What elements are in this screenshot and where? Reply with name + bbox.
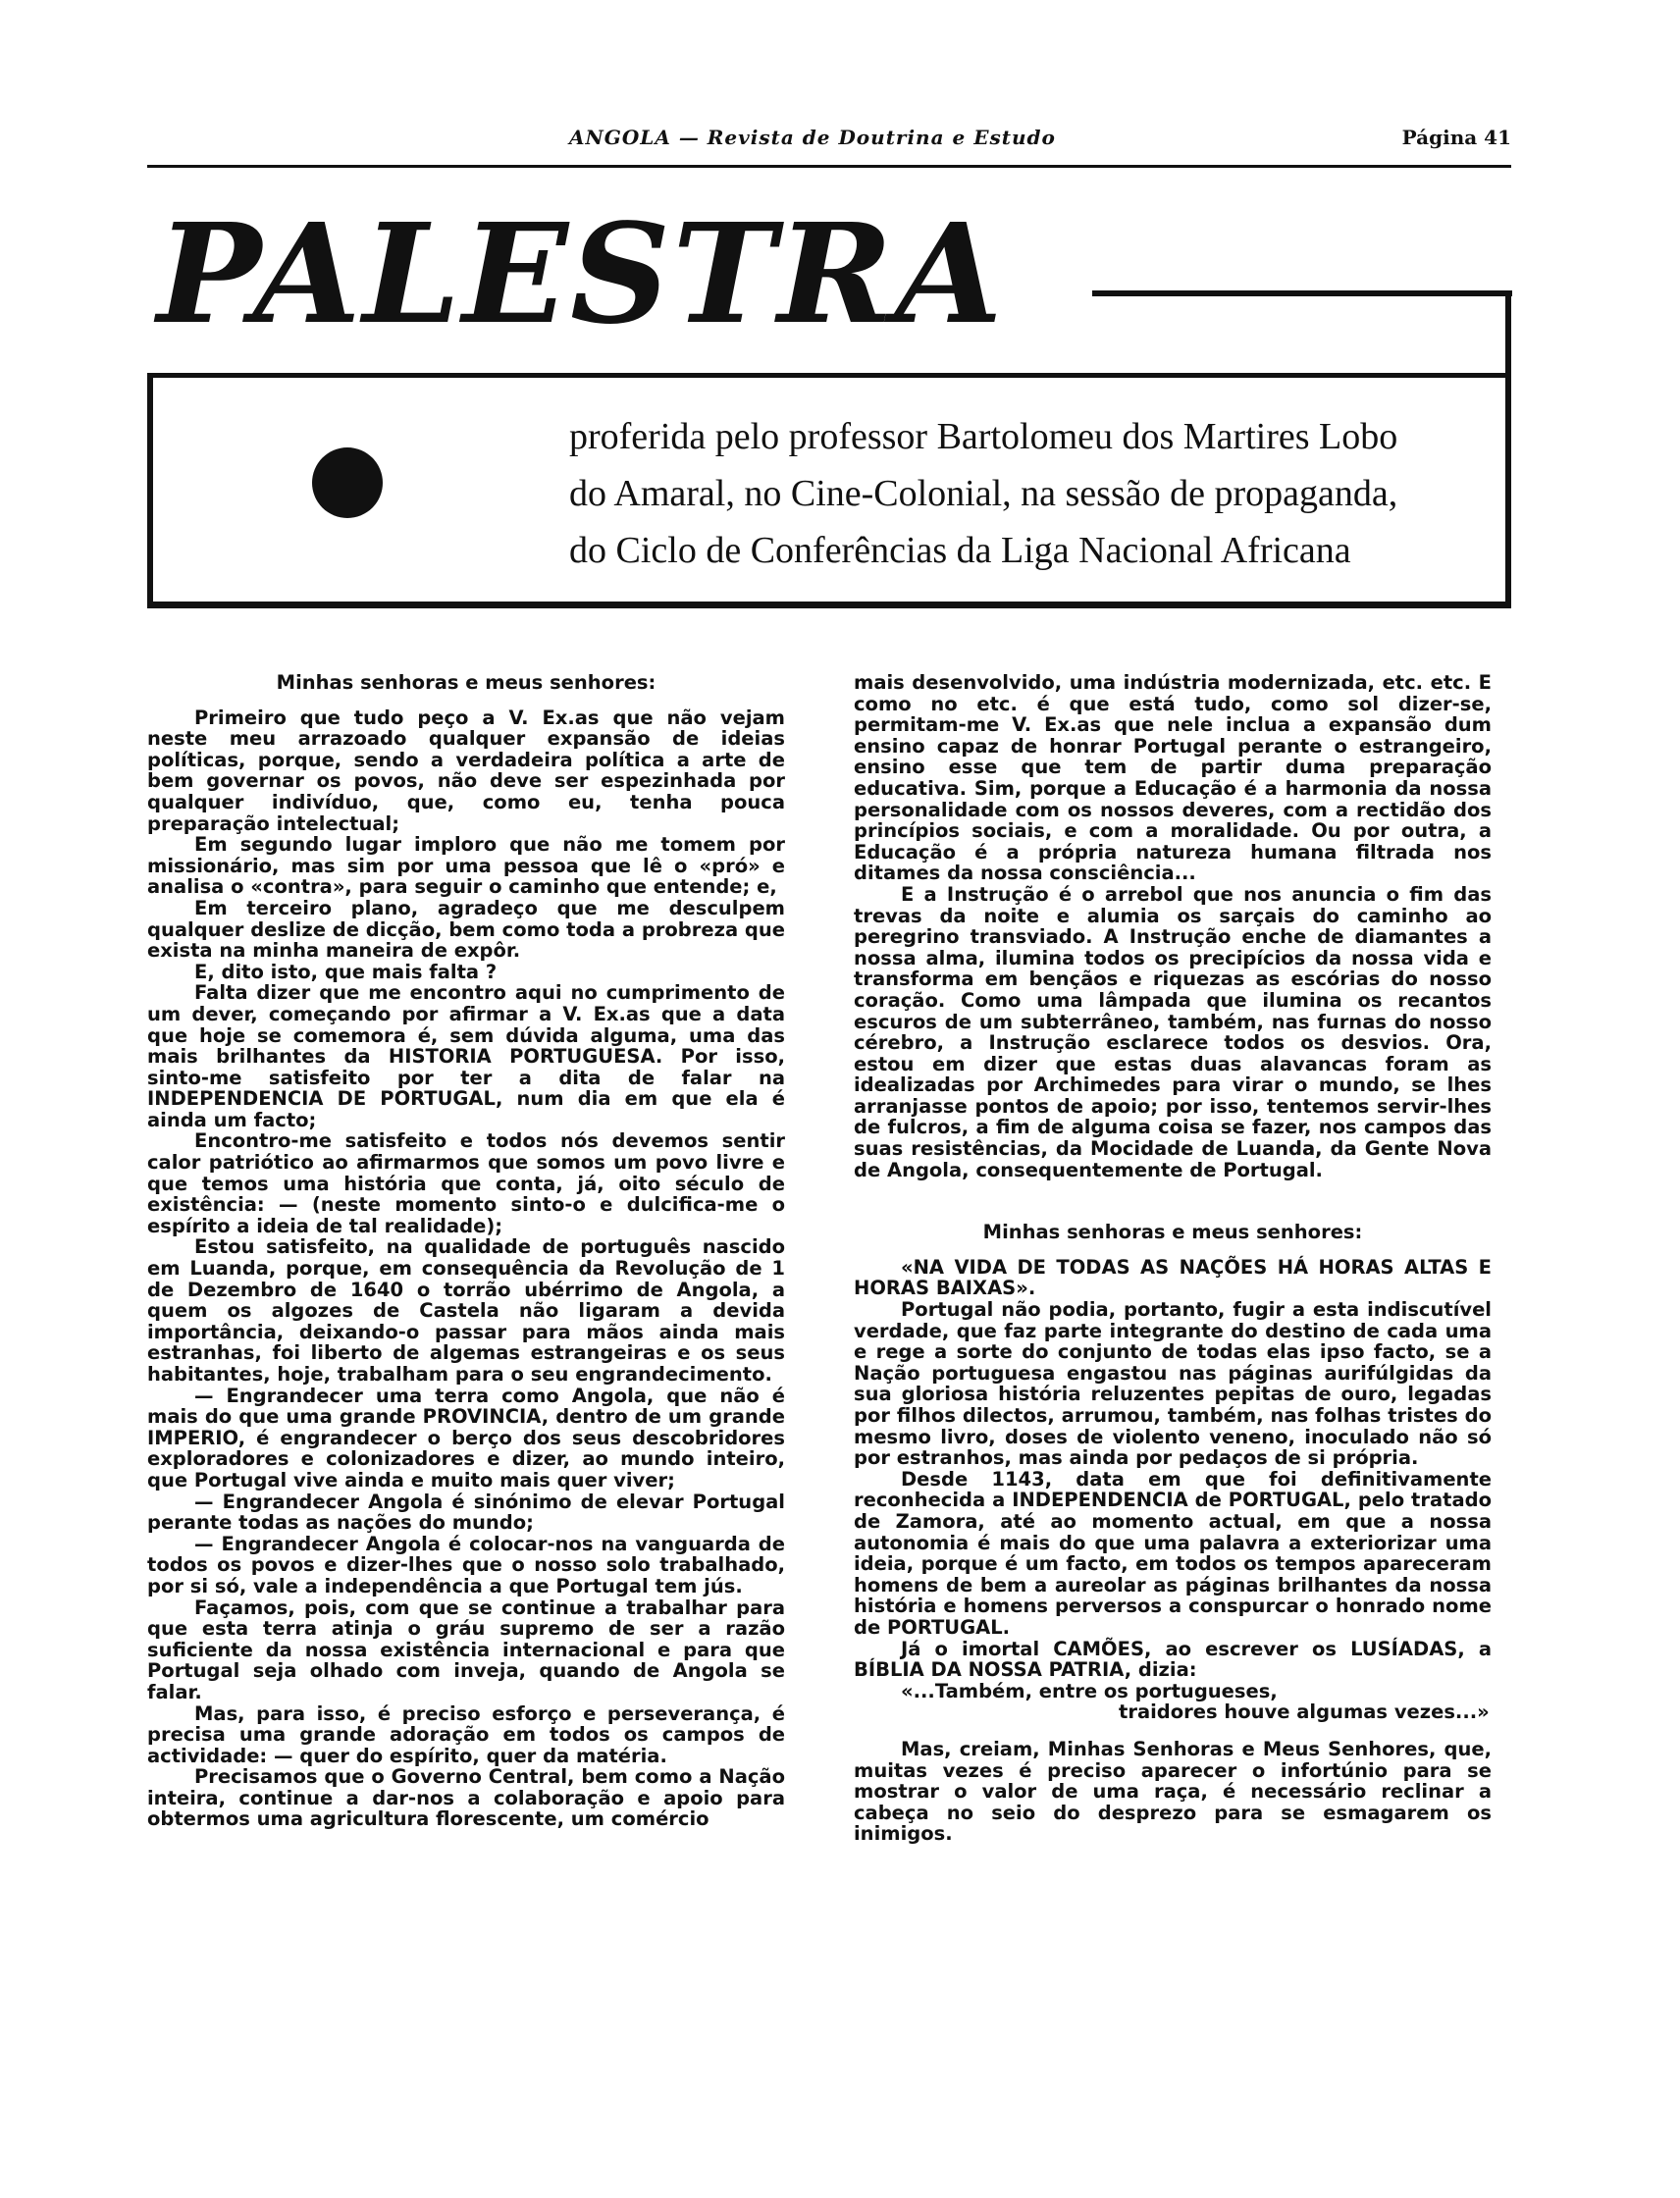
box-border-left [147, 373, 153, 608]
verse-line: «...Também, entre os portugueses, [901, 1679, 1278, 1702]
paragraph: E, dito isto, que mais falta ? [194, 960, 498, 983]
paragraph: Mas, para isso, é preciso esforço e perseverança, é precisa uma grande adoração em todos os campos de actividade: — quer do espírito, quer da matéria. [147, 1701, 785, 1767]
journal-title: ANGOLA — Revista de Doutrina e Estudo [569, 126, 1056, 149]
paragraph: Façamos, pois, com que se continue a trabalhar para que esta terra atinja o gráu supremo de ser a razão suficiente da nossa existência internacional e para que Portugal seja olhado com inveja, quando de Angola se falar. [147, 1596, 785, 1703]
paragraph: Em segundo lugar imploro que não me tomem por missionário, mas sim por uma pessoa que lê o «pró» e analisa o «contra», para seguir o caminho que entende; e, [147, 833, 785, 899]
salutation: Minhas senhoras e meus senhores: [982, 1221, 1363, 1244]
box-border-right [1505, 292, 1511, 608]
salutation: Minhas senhoras e meus senhores: [276, 671, 656, 694]
running-header [147, 126, 1511, 159]
subtitle-line: do Ciclo de Conferências da Liga Nacional Africana [569, 530, 1351, 571]
paragraph: E a Instrução é o arrebol que nos anuncia o fim das trevas da noite e alumia os sarçais do caminho ao peregrino transviado. A Instrução enche de diamantes a nossa alma, ilumina todos os precipícios da nossa vida e transforma em bençãos e riquezas as escórias do nosso coração. Como uma lâmpada que ilumina os recantos escuros de um subterrâneo, também, nas furnas do nosso cérebro, a Instrução esclarece todos os desvios. Ora, estou em dizer que estas duas alavancas foram as idealizadas por Archimedes para virar o mundo, se lhes arranjasse pontos de apoio; por isso, tentemos servir-lhes de fulcros, a fim de alguma coisa se fazer, nos campos das suas resistências, da Mocidade de Luanda, da Gente Nova de Angola, consequentemente de Portugal. [854, 882, 1492, 1181]
paragraph: Em terceiro plano, agradeço que me desculpem qualquer deslize de dicção, bem como toda a probreza que exista na minha maneira de expôr. [147, 896, 785, 963]
left-column [147, 672, 785, 1830]
paragraph: Mas, creiam, Minhas Senhoras e Meus Senhores, que, muitas vezes é preciso aparecer o infortúnio para se mostrar o valor de uma raça, é necessário reclinar a cabeça no seio do desprezo para se esmagarem os inimigos. [854, 1737, 1492, 1846]
section-gap [854, 1180, 1492, 1222]
subtitle-line: proferida pelo professor Bartolomeu dos Martires Lobo [569, 416, 1398, 457]
verse-line: traidores houve algumas vezes...» [1119, 1701, 1490, 1724]
paragraph: mais desenvolvido, uma indústria modernizada, etc. etc. E como no etc. é que está tudo, como sol dizer-se, permitam-me V. Ex.as que nele inclua a expansão dum ensino capaz de honrar Portugal perante o estrangeiro, ensino esse que tem de partir duma preparação educativa. Sim, porque a Educação é a harmonia da nossa personalidade com os nossos deveres, com a rectidão dos princípios sociais, e com a moralidade. Ou por outra, a Educação é a própria natureza humana filtrada nos ditames da nossa consciência... [854, 671, 1492, 885]
page-number: Página 41 [1401, 126, 1511, 149]
box-border-top [147, 373, 1511, 378]
subtitle-box [147, 292, 1511, 608]
paragraph: «NA VIDA DE TODAS AS NAÇÕES HÁ HORAS ALTAS E HORAS BAIXAS». [854, 1255, 1492, 1300]
paragraph: Portugal não podia, portanto, fugir a esta indiscutível verdade, que faz parte integrante do destino de cada uma e rege a sorte do conjunto de todas elas ipso facto, se a Nação portuguesa engastou nas páginas aurifúlgidas da sua gloriosa história reluzentes pepitas de ouro, legadas por filhos dilectos, arrumou, também, nas folhas tristes do mesmo livro, doses de violento veneno, inoculado não só por estranhos, mas ainda por pedaços de si própria. [854, 1298, 1492, 1470]
paragraph: Precisamos que o Governo Central, bem como a Nação inteira, continue a dar-nos a colaboração e apoio para obtermos uma agricultura florescente, um comércio [147, 1765, 785, 1831]
paragraph: Desde 1143, data em que foi definitivamente reconhecida a INDEPENDENCIA de PORTUGAL, pelo tratado de Zamora, até ao momento actual, em que a nossa autonomia é mais do que uma palavra a exteriorizar uma ideia, porque é um facto, em todos os tempos apareceram homens de bem a aureolar as páginas brilhantes da nossa história e homens perversos a conspurcar o honrado nome de PORTUGAL. [854, 1467, 1492, 1639]
article-title: PALESTRA [157, 194, 1005, 355]
paragraph: — Engrandecer Angola é sinónimo de elevar Portugal perante todas as nações do mundo; [147, 1490, 785, 1535]
subtitle-line: do Amaral, no Cine-Colonial, na sessão de propaganda, [569, 473, 1398, 514]
right-column [854, 672, 1492, 1845]
box-border-bottom [147, 602, 1511, 608]
paragraph: Primeiro que tudo peço a V. Ex.as que não vejam neste meu arrazoado qualquer expansão de ideias políticas, porque, sendo a verdadeira política a arte de bem governar os povos, não deve ser espezinhada por qualquer indivíduo, que, como eu, tenha pouca preparação intelectual; [147, 706, 785, 835]
paragraph: — Engrandecer uma terra como Angola, que não é mais do que uma grande PROVINCIA, dentro de um grande IMPERIO, é engrandecer o berço dos seus descobridores exploradores e colonizadores e dizer, ao mundo inteiro, que Portugal vive ainda e muito mais quer viver; [147, 1384, 785, 1492]
header-rule [147, 165, 1511, 168]
paragraph: — Engrandecer Angola é colocar-nos na vanguarda de todos os povos e dizer-lhes que o nosso solo trabalhado, por si só, vale a independência a que Portugal tem jús. [147, 1532, 785, 1597]
paragraph: Encontro-me satisfeito e todos nós devemos sentir calor patriótico ao afirmarmos que somos um povo livre e que temos uma história que conta, já, oito século de existência: — (neste momento sinto-o e dulcifica-me o espírito a ideia de tal realidade); [147, 1129, 785, 1237]
paragraph: Falta dizer que me encontro aqui no cumprimento de um dever, começando por afirmar a V. Ex.as que a data que hoje se comemora é, sem dúvida alguma, uma das mais brilhantes da HISTORIA PORTUGUESA. Por isso, sinto-me satisfeito por ter a dita de falar na INDEPENDENCIA DE PORTUGAL, num dia em que ela é ainda um facto; [147, 981, 785, 1131]
subtitle [569, 408, 1472, 579]
bullet-dot [312, 447, 383, 518]
paragraph: Estou satisfeito, na qualidade de português nascido em Luanda, porque, em consequência da Revolução de 1 de Dezembro de 1640 o torrão ubérrimo de Angola, a quem os algozes de Castela não ligaram a devida importância, deixando-o passar para mãos ainda mais estranhas, foi liberto de algemas estrangeiras e os seus habitantes, hoje, trabalham para o seu engrandecimento. [147, 1235, 785, 1386]
paragraph: Já o imortal CAMÕES, ao escrever os LUSÍADAS, a BÍBLIA DA NOSSA PATRIA, dizia: [854, 1637, 1492, 1682]
